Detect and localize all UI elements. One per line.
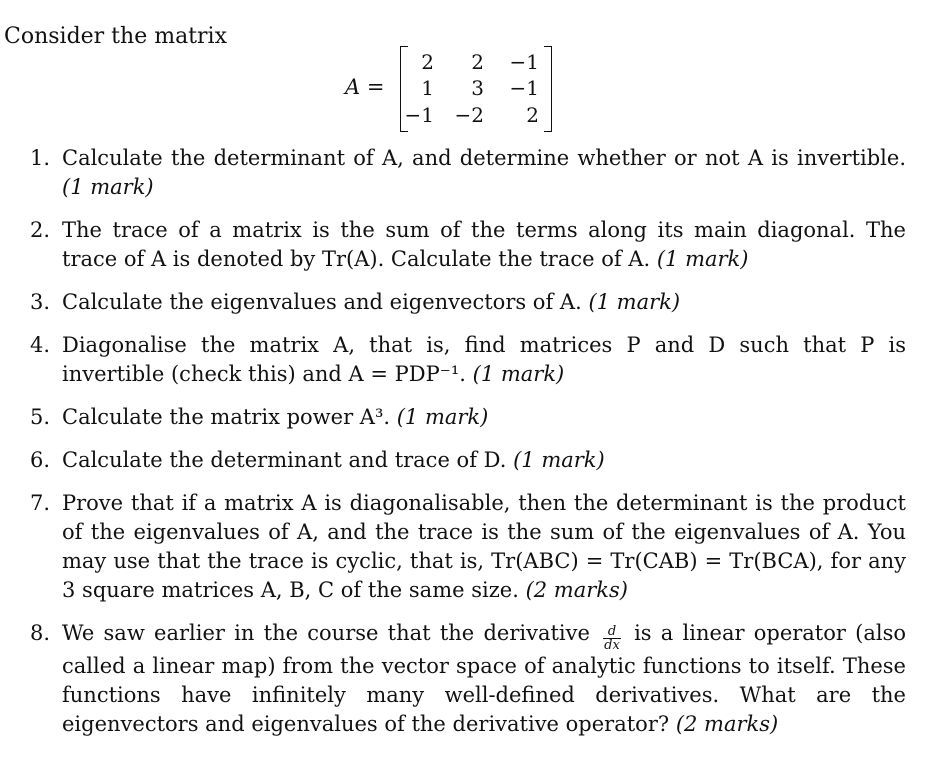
question-mark: (1 mark): [472, 362, 565, 386]
question-number: 7.: [30, 491, 51, 515]
question-mark: (1 mark): [588, 290, 681, 314]
question-7: [30, 489, 906, 605]
question-number: 6.: [30, 448, 51, 472]
question-4: [30, 331, 906, 389]
matrix-cell: −1: [509, 76, 539, 100]
question-mark: (1 mark): [396, 405, 489, 429]
question-list: [30, 144, 906, 739]
question-text: Calculate the determinant of A, and determine whether or not A is invertible.: [62, 146, 906, 170]
question-number: 4.: [30, 333, 51, 357]
question-5: [30, 403, 906, 432]
matrix-cell: 2: [471, 50, 484, 74]
question-number: 1.: [30, 146, 51, 170]
question-8: [30, 619, 906, 739]
question-number: 3.: [30, 290, 51, 314]
question-text: Calculate the matrix power A³.: [62, 405, 391, 429]
fraction-numerator: d: [603, 625, 621, 639]
question-text: The trace of a matrix is the sum of the terms along its main diagonal. The trace of A is denoted by Tr(A). Calculate the trace of A.: [62, 218, 906, 271]
derivative-fraction: [603, 625, 621, 652]
right-bracket: [544, 46, 552, 132]
question-mark: (2 marks): [525, 578, 628, 602]
question-text-after: is a linear operator (also called a linear map) from the vector space of analytic functions to itself. These functions have infinitely many well-defined derivatives. What are the eigenvectors and eigenvalues of the derivative operator?: [62, 621, 907, 736]
question-3: [30, 288, 906, 317]
matrix-cell: −2: [454, 103, 484, 127]
question-number: 8.: [30, 621, 51, 645]
question-text: Calculate the eigenvalues and eigenvectors of A.: [62, 290, 582, 314]
question-number: 2.: [30, 218, 51, 242]
question-text: Diagonalise the matrix A, that is, find matrices P and D such that P is invertible (check this) and A = PDP⁻¹.: [62, 333, 906, 386]
matrix-cell: 2: [526, 103, 539, 127]
question-number: 5.: [30, 405, 51, 429]
matrix-cell: −1: [404, 103, 434, 127]
question-text-before: We saw earlier in the course that the derivative: [62, 621, 590, 645]
matrix-equation: [345, 44, 565, 132]
question-1: [30, 144, 906, 202]
question-2: [30, 216, 906, 274]
question-mark: (1 mark): [62, 175, 154, 199]
matrix-label: [345, 75, 384, 99]
question-text: Calculate the determinant and trace of D.: [62, 448, 507, 472]
matrix-cell: −1: [509, 50, 539, 74]
question-mark: (2 marks): [675, 712, 779, 736]
equals-sign: =: [366, 75, 385, 99]
question-mark: (1 mark): [513, 448, 605, 472]
question-mark: (1 mark): [656, 247, 749, 271]
matrix-cell: 2: [421, 50, 434, 74]
intro-text: Consider the matrix: [4, 24, 227, 49]
matrix-name: A: [345, 75, 361, 99]
question-text: Prove that if a matrix A is diagonalisable, then the determinant is the product of the eigenvalues of A, and the trace is the sum of the eigenvalues of A. You may use that the trace is cyclic, that is, Tr(ABC) = Tr(CAB) = Tr(BCA), for any 3 square matrices A, B, C of the same size.: [62, 491, 906, 602]
fraction-denominator: dx: [604, 638, 620, 653]
question-6: [30, 446, 906, 475]
matrix-cell: 1: [421, 76, 434, 100]
matrix-cell: 3: [471, 76, 484, 100]
